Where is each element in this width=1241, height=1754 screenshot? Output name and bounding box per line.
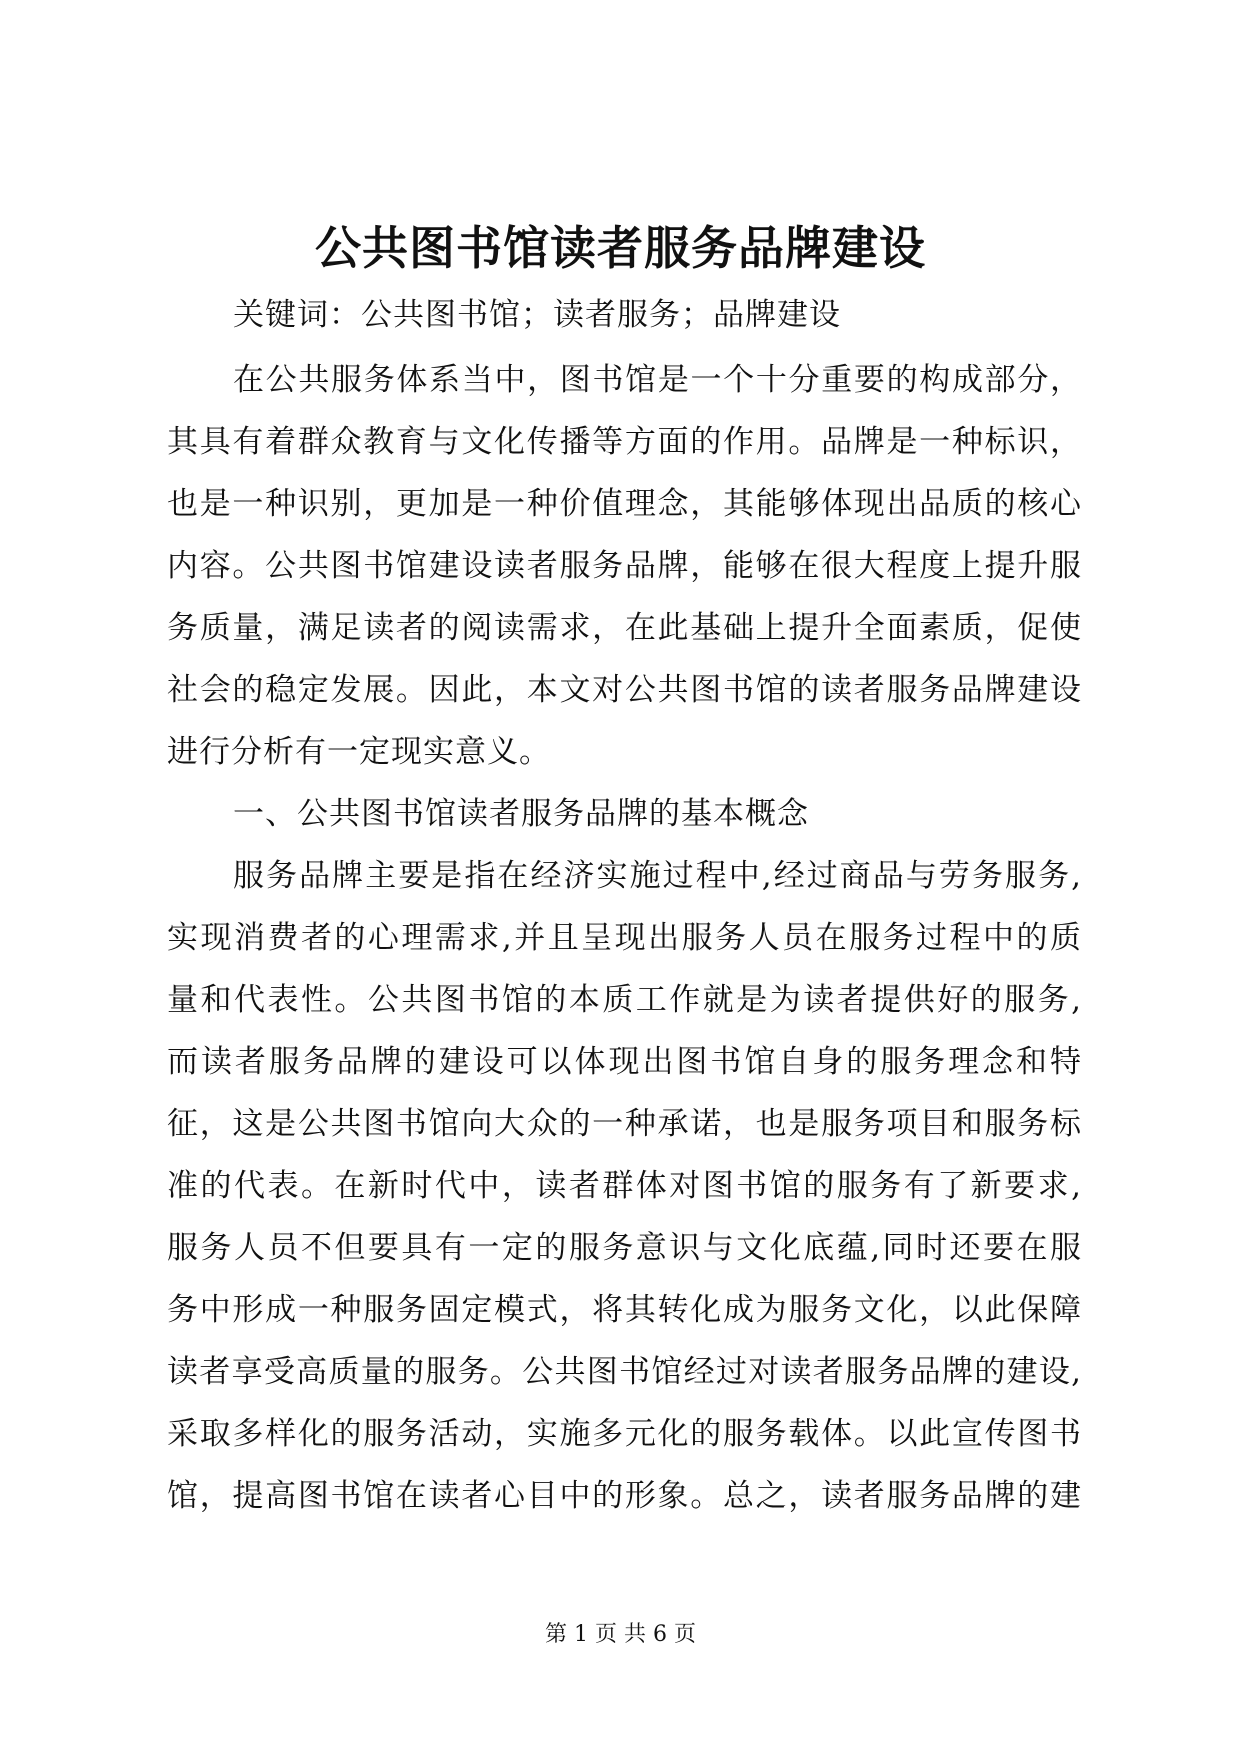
paragraph-1-line-4: 内容。公共图书馆建设读者服务品牌，能够在很大程度上提升服 (167, 548, 1081, 584)
paragraph-2-line-6: 准的代表。在新时代中，读者群体对图书馆的服务有了新要求, (167, 1168, 1081, 1204)
paragraph-2-line-10: 采取多样化的服务活动，实施多元化的服务载体。以此宣传图书 (167, 1416, 1081, 1452)
page-number-footer: 第 1 页 共 6 页 (545, 1622, 696, 1647)
paragraph-2-line-7: 服务人员不但要具有一定的服务意识与文化底蕴,同时还要在服 (167, 1230, 1081, 1266)
paragraph-2-line-1: 服务品牌主要是指在经济实施过程中,经过商品与劳务服务, (233, 858, 1081, 894)
paragraph-1-line-3: 也是一种识别，更加是一种价值理念，其能够体现出品质的核心 (167, 486, 1081, 522)
paragraph-1-line-6: 社会的稳定发展。因此，本文对公共图书馆的读者服务品牌建设 (167, 672, 1081, 708)
document-title: 公共图书馆读者服务品牌建设 (315, 221, 926, 275)
paragraph-2-line-5: 征，这是公共图书馆向大众的一种承诺，也是服务项目和服务标 (167, 1106, 1081, 1142)
section-heading-1: 一、公共图书馆读者服务品牌的基本概念 (233, 796, 809, 832)
paragraph-2-line-3: 量和代表性。公共图书馆的本质工作就是为读者提供好的服务, (167, 982, 1081, 1018)
keywords-line: 关键词：公共图书馆；读者服务；品牌建设 (233, 297, 841, 333)
paragraph-1-line-2: 其具有着群众教育与文化传播等方面的作用。品牌是一种标识， (167, 424, 1081, 460)
paragraph-1-line-5: 务质量，满足读者的阅读需求，在此基础上提升全面素质，促使 (167, 610, 1081, 646)
paragraph-2-line-2: 实现消费者的心理需求,并且呈现出服务人员在服务过程中的质 (167, 920, 1081, 956)
paragraph-1-line-7: 进行分析有一定现实意义。 (167, 734, 551, 770)
paragraph-2-line-11: 馆，提高图书馆在读者心目中的形象。总之，读者服务品牌的建 (167, 1478, 1081, 1514)
paragraph-1-line-1: 在公共服务体系当中，图书馆是一个十分重要的构成部分， (233, 362, 1081, 398)
paragraph-2-line-8: 务中形成一种服务固定模式，将其转化成为服务文化，以此保障 (167, 1292, 1081, 1328)
paragraph-2-line-9: 读者享受高质量的服务。公共图书馆经过对读者服务品牌的建设, (167, 1354, 1081, 1390)
paragraph-2-line-4: 而读者服务品牌的建设可以体现出图书馆自身的服务理念和特 (167, 1044, 1081, 1080)
